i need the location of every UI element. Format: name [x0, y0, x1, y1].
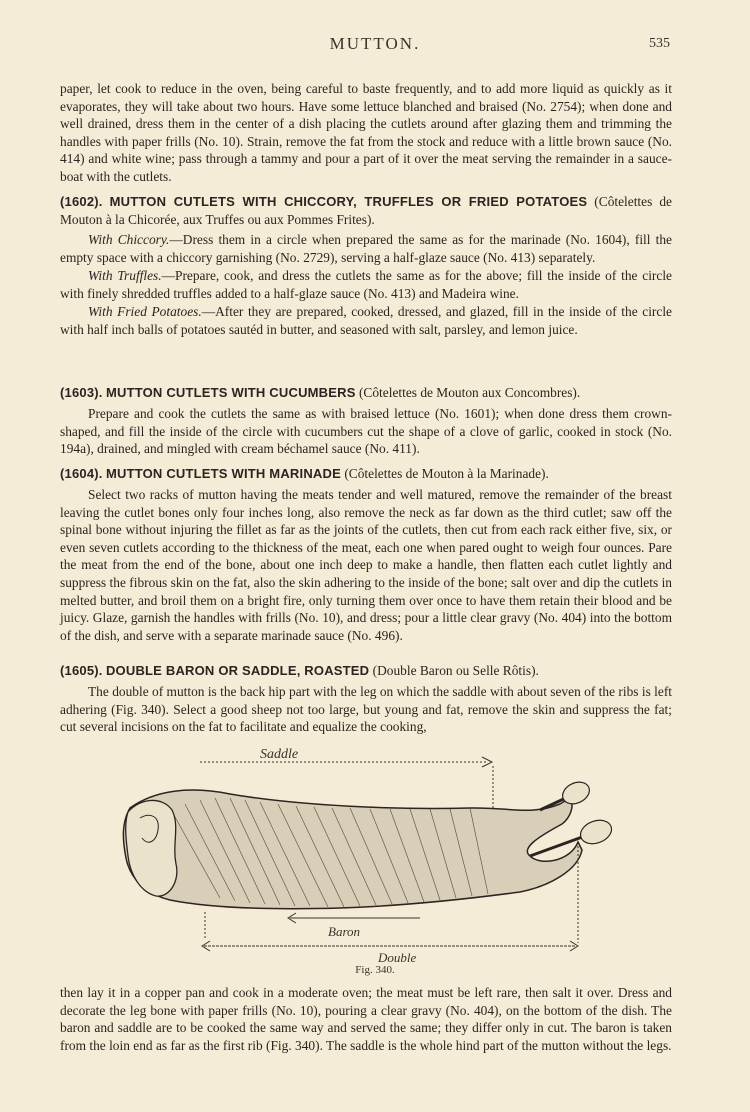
section-heading-1604	[60, 465, 672, 483]
label-baron: Baron	[328, 924, 361, 939]
section-french-title: (Côtelettes de Mouton à la Chicorée, aux Truffes ou aux Pommes Frites).	[60, 194, 672, 227]
paragraph-text: —After they are prepared, cooked, dressed, and glazed, fill in the inside of the circle with half inch balls of potatoes sautéd in butter, and seasoned with salt, parsley, and lemon juice.	[60, 304, 672, 337]
section-title: MUTTON CUTLETS WITH CUCUMBERS	[105, 385, 356, 400]
section-title: DOUBLE BARON OR SADDLE, ROASTED	[105, 663, 370, 678]
page-number: 535	[649, 36, 670, 51]
subheading-label: With Fried Potatoes.	[88, 304, 202, 320]
paper-frill-lower	[577, 816, 615, 848]
section-1603	[60, 384, 672, 458]
section-title: MUTTON CUTLETS WITH CHICCORY, TRUFFLES OR FRIED POTATOES	[109, 194, 588, 209]
section-number: (1604).	[60, 466, 103, 481]
subheading-label: With Chiccory.	[88, 232, 170, 247]
paragraph-truffles	[60, 267, 672, 302]
running-title: MUTTON.	[329, 34, 421, 53]
label-double: Double	[378, 950, 417, 965]
section-number: (1602).	[60, 194, 103, 209]
section-1604	[60, 465, 672, 644]
saddle-arrow	[482, 757, 492, 767]
paragraph-text: —Dress them in a circle when prepared the same as for the marinade (No. 1604), fill the empty space with a chiccory garnishing (No. 2729), serving a half-glaze sauce (No. 413) separately.	[60, 232, 672, 265]
section-number: (1603).	[60, 385, 103, 400]
paragraph-text: Prepare and cook the cutlets the same as with braised lettuce (No. 1601); when done dress them crown-shaped, and fill the inside of the circle with cucumbers cut the shape of a clove of garlic, cooked in stock (No. 194a), drained, and mingled with cream béchamel sauce (No. 411).	[60, 406, 672, 457]
outro-paragraph-block	[60, 984, 672, 1054]
subheading-label: With Truffles.	[88, 268, 162, 284]
paragraph-text: —Prepare, cook, and dress the cutlets the same as for the above; fill the inside of the circle with finely shredded truffles added to a half-glaze sauce (No. 413) and Madeira wine.	[60, 268, 672, 301]
section-title: MUTTON CUTLETS WITH MARINADE	[105, 466, 341, 481]
paragraph-text: The double of mutton is the back hip part with the leg on which the saddle with about seven of the ribs is left adhering (Fig. 340). Select a good sheep not too large, but young and fat, remove the skin and suppress the fat; cut several incisions on the fat to facilitate and equalize the cooking,	[60, 684, 672, 735]
label-saddle: Saddle	[260, 747, 299, 762]
paragraph-chiccory	[60, 231, 672, 266]
section-number: (1605).	[60, 663, 103, 678]
section-heading-1605	[60, 662, 672, 680]
outro-paragraph: then lay it in a copper pan and cook in a moderate oven; the meat must be left rare, then salt it over. Dress and decorate the leg bone with paper frills (No. 10), pouring a clear gravy (No. 404), on the bottom of the dish. The baron and saddle are to be cooked the same way and served the same; they differ only in cut. The baron is taken from the loin end as far as the first rib (Fig. 340). The saddle is the whole hind part of the mutton without the legs.	[60, 985, 672, 1053]
section-french-title: (Côtelettes de Mouton à la Marinade).	[344, 466, 549, 481]
section-1602	[60, 193, 672, 339]
paragraph-text: Select two racks of mutton having the meats tender and well matured, remove the remainder of the breast leaving the cutlet bones only four inches long, also remove the neck as far down as the third cutlet; saw off the spinal bone without injuring the fillet as far as the joints of the cutlets, then cut from each rack either five, six, or even seven cutlets according to the thickness of the meat, each one when pared ought to weigh four ounces. Pare the meat from the end of the bone, about one inch deep to make a handle, then flatten each cutlet lightly and suppress the fibrous skin on the fat, also the skin adhering to the inside of the bone; salt over and dip the cutlets in melted butter, and broil them on a bright fire, only turning them over once to have them retain their blood and be juicy. Glaze, garnish the handles with frills (No. 10), and dress; pour a little clear gravy (No. 404) into the bottom of the dish, and serve with a separate marinade sauce (No. 496).	[60, 487, 672, 643]
section-french-title: (Double Baron ou Selle Rôtis).	[372, 663, 539, 678]
page-header	[0, 34, 750, 56]
paragraph-fried-potatoes	[60, 303, 672, 338]
intro-paragraph: paper, let cook to reduce in the oven, being careful to baste frequently, and to add more liquid as quickly as it evaporates, they will take about two hours. Have some lettuce blanched and braised (No. 2754); when done and well drained, dress them in the center of a dish placing the cutlets around after glazing them and trimming the handles with paper frills (No. 10). Strain, remove the fat from the stock and reduce with a little brown sauce (No. 414) and white wine; pass through a tammy and pour a part of it over the meat serving the remainder in a sauce-boat with the cutlets.	[60, 81, 672, 184]
section-1605	[60, 662, 672, 736]
section-heading-1602	[60, 193, 672, 229]
rib-end	[126, 800, 177, 896]
intro-paragraph-block	[60, 80, 672, 186]
section-heading-1603	[60, 384, 672, 402]
mutton-cut-illustration	[100, 738, 660, 978]
figure-caption: Fig. 340.	[355, 964, 395, 976]
section-french-title: (Côtelettes de Mouton aux Concombres).	[358, 385, 581, 400]
